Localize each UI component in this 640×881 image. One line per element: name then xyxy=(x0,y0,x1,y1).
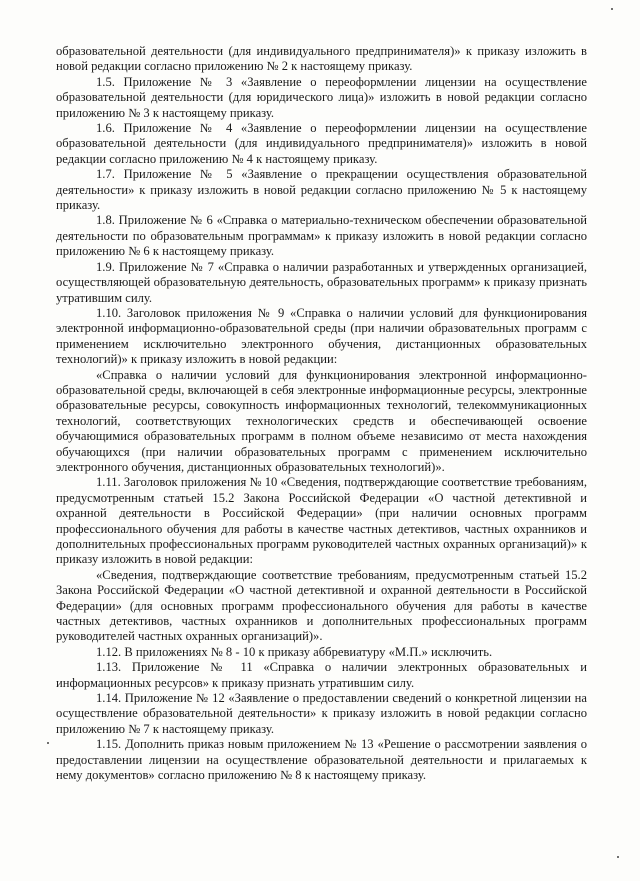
paragraph-1-9: 1.9. Приложение № 7 «Справка о наличии разработанных и утвержденных организацией, осуществляющей образовательную деятельность, образовательных программ» к приказу признать утратившим силу. xyxy=(56,259,587,305)
paragraph-continuation: образовательной деятельности (для индивидуального предпринимателя)» к приказу изложить в новой редакции согласно приложению № 2 к настоящему приказу. xyxy=(56,44,587,74)
paragraph-1-6: 1.6. Приложение № 4 «Заявление о переоформлении лицензии на осуществление образовательной деятельности (для индивидуального предпринимателя)» изложить в новой редакции согласно приложению № 4 к настоящему приказу. xyxy=(56,121,587,166)
paragraph-1-12: 1.12. В приложениях № 8 - 10 к приказу аббревиатуру «М.П.» исключить. xyxy=(96,644,493,659)
paragraph-1-10-quote: «Справка о наличии условий для функционирования электронной информационно-образовательной среды, включающей в себя электронные информационные ресурсы, электронные образовательные ресурсы, совокупность информационных технологий, телекоммуникационных технологий, соответствующих технологических средств и обеспечивающей освоение обучающимися образовательных программ в полном объеме независимо от места нахождения обучающихся (при наличии образовательных программ с применением исключительно электронного обучения, дистанционных образовательных технологий)». xyxy=(56,367,587,474)
paragraph-1-15: 1.15. Дополнить приказ новым приложением № 13 «Решение о рассмотрении заявления о предоставлении лицензии на осуществление образовательной деятельности и прилагаемых к нему документов» согласно приложению № 8 к настоящему приказу. xyxy=(56,737,587,783)
paragraph-1-11-quote: «Сведения, подтверждающие соответствие требованиям, предусмотренным статьей 15.2 Закона Российской Федерации «О частной детективной и охранной деятельности в Российской Федерации» (для основных программ профессионального обучения для работы в качестве частных детективов, частных охранников и дополнительных профессиональных программ руководителей частных охранных организаций)». xyxy=(56,567,587,644)
paragraph-1-10: 1.10. Заголовок приложения № 9 «Справка о наличии условий для функционирования электронной информационно-образовательной среды (при наличии образовательных программ с применением исключительно электронного обучения, дистанционных образовательных технологий)» к приказу изложить в новой редакции: xyxy=(56,305,587,367)
paragraph-1-11: 1.11. Заголовок приложения № 10 «Сведения, подтверждающие соответствие требованиям, предусмотренным статьей 15.2 Закона Российской Федерации «О частной детективной и охранной деятельности в Российской Федерации» (при наличии основных программ профессионального обучения для работы в качестве частных детективов, частных охранников и дополнительных профессиональных программ руководителей частных охранных организаций)» к приказу изложить в новой редакции: xyxy=(56,475,587,567)
paragraph-1-7: 1.7. Приложение № 5 «Заявление о прекращении осуществления образовательной деятельности» к приказу изложить в новой редакции согласно приложению № 5 к настоящему приказу. xyxy=(56,167,587,213)
paragraph-1-13: 1.13. Приложение № 11 «Справка о наличии электронных образовательных и информационных ресурсов» к приказу признать утратившим силу. xyxy=(56,660,587,690)
scan-speck xyxy=(47,742,49,744)
paragraph-1-14: 1.14. Приложение № 12 «Заявление о предоставлении сведений о конкретной лицензии на осуществление образовательной деятельности» к приказу изложить в новой редакции согласно приложению № 7 к настоящему приказу. xyxy=(56,691,587,736)
scan-speck xyxy=(617,856,619,858)
document-body xyxy=(56,44,587,784)
paragraph-1-5: 1.5. Приложение № 3 «Заявление о переоформлении лицензии на осуществление образовательной деятельности (для юридического лица)» изложить в новой редакции согласно приложению № 3 к настоящему приказу. xyxy=(56,74,587,120)
paragraph-1-8: 1.8. Приложение № 6 «Справка о материально-техническом обеспечении образовательной деятельности по образовательным программам» к приказу изложить в новой редакции согласно приложению № 6 к настоящему приказу. xyxy=(56,213,587,259)
scan-speck xyxy=(611,8,613,10)
